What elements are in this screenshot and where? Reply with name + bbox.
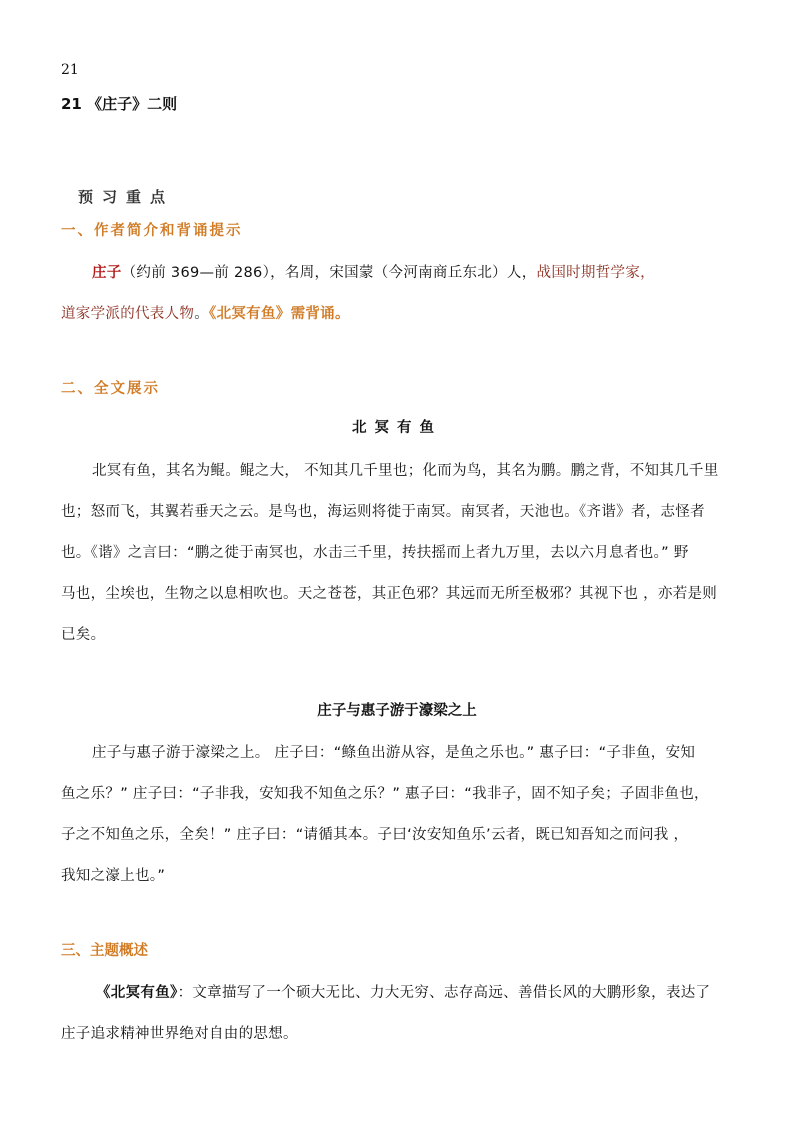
text2-title: 庄子与惠子游于濠梁之上 [317, 703, 477, 719]
theme-text-title: 《北冥有鱼》 [96, 985, 178, 1001]
theme-text: ：文章描写了一个硕大无比、力大无穷、志存高远、善借长风的大鹏形象，表达了 [177, 985, 711, 1001]
preview-heading: 预习重点 [78, 188, 175, 206]
text1-line: 也。《谐》之言曰：“鹏之徙于南冥也，水击三千里，抟扶摇而上者九万里，去以六月息者也。” 野 [61, 545, 689, 561]
section3-heading: 三、主题概述 [61, 943, 148, 959]
text2-line: 庄子与惠子游于濠梁之上。 庄子曰：“鲦鱼出游从容，是鱼之乐也。” 惠子曰：“子非鱼，安知 [92, 745, 696, 761]
author-intro-sep: 。 [194, 306, 210, 322]
author-era: 战国时期哲学家， [536, 265, 655, 281]
text1-line: 北冥有鱼，其名为鲲。鲲之大， 不知其几千里也；化而为鸟，其名为鹏。鹏之背，不知其几千里 [92, 463, 719, 479]
text2-line: 鱼之乐？” 庄子曰：“子非我，安知我不知鱼之乐？” 惠子曰：“我非子，固不知子矣；子固非鱼也， [61, 786, 709, 802]
theme-line2: 庄子追求精神世界绝对自由的思想。 [61, 1026, 298, 1042]
author-school: 道家学派的代表人物 [61, 306, 195, 322]
lesson-title: 21 《庄子》二则 [61, 95, 178, 113]
text1-line: 马也，尘埃也，生物之以息相吹也。天之苍苍，其正色邪？其远而无所至极邪？其视下也 ，亦若是则 [61, 586, 718, 602]
text2-line: 我知之濠上也。” [61, 868, 166, 884]
author-intro-line1 [92, 261, 655, 282]
theme-line1 [96, 981, 710, 1002]
author-intro-text: （约前 369—前 286），名周，宋国蒙（今河南商丘东北）人， [121, 265, 537, 281]
recite-hint: 《北冥有鱼》需背诵。 [209, 306, 350, 322]
page-number: 21 [61, 62, 79, 78]
text2-line: 子之不知鱼之乐，全矣！” 庄子曰：“请循其本。子曰‘汝安知鱼乐’云者，既已知吾知之而问我 ， [61, 827, 689, 843]
text1-line: 也；怒而飞，其翼若垂天之云。是鸟也，海运则将徙于南冥。南冥者，天池也。《齐谐》者，志怪者 [61, 504, 705, 520]
text1-line: 已矣。 [61, 627, 106, 643]
section2-heading: 二、全文展示 [61, 381, 160, 397]
author-intro-line2 [61, 302, 350, 323]
section1-heading: 一、作者简介和背诵提示 [61, 223, 243, 239]
text1-title: 北冥有鱼 [352, 420, 442, 436]
author-name: 庄子 [92, 265, 122, 281]
